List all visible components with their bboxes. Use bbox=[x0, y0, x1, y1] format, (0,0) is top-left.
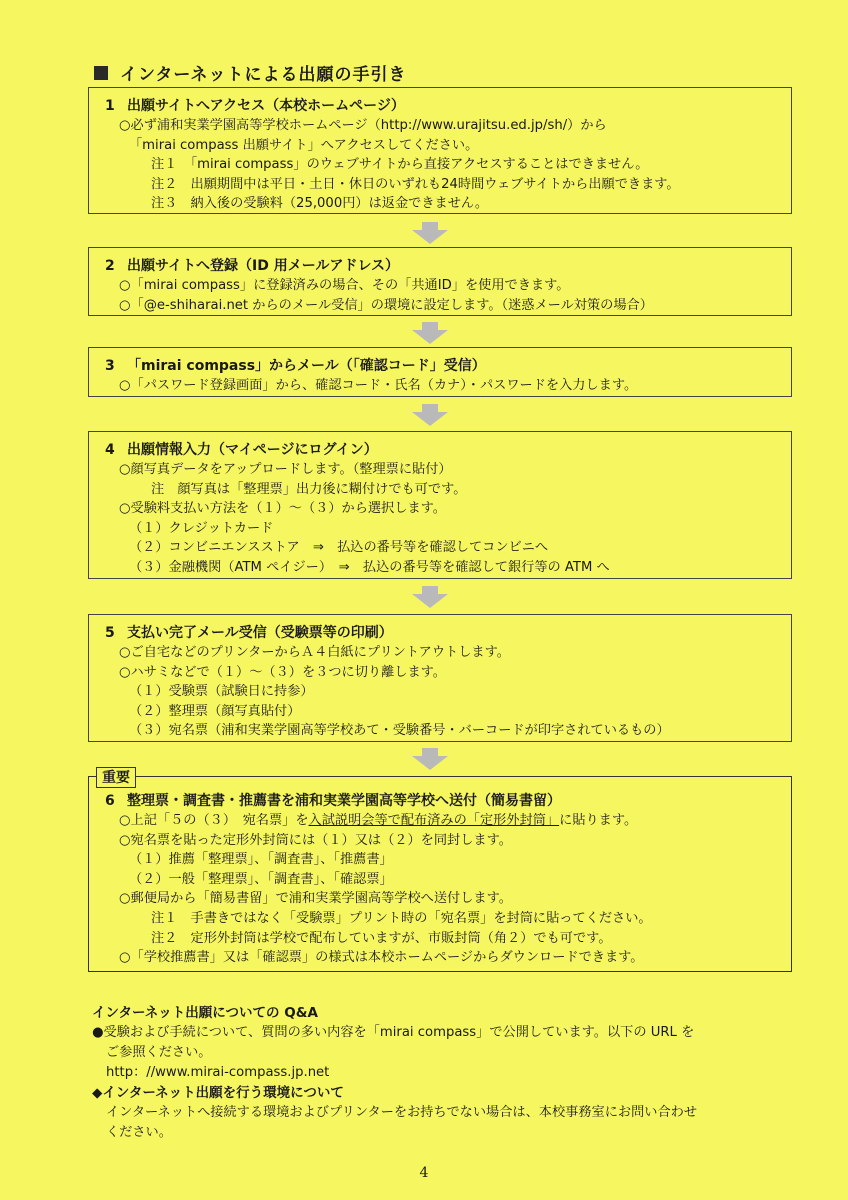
step-2-box bbox=[88, 247, 792, 316]
step-6-note-1: 注１ 手書きではなく「受験票」プリント時の「宛名票」を封筒に貼ってください。 bbox=[151, 910, 652, 926]
step-1-note-2: 注２ 出願期間中は平日・土日・休日のいずれも24時間ウェブサイトから出願できます。 bbox=[151, 176, 680, 192]
step-6-line-3: ○郵便局から「簡易書留」で浦和実業学園高等学校へ送付します。 bbox=[119, 891, 512, 907]
step-6-line-4: ○「学校推薦書」又は「確認票」の様式は本校ホームページからダウンロードできます。 bbox=[119, 950, 644, 966]
step-6-box bbox=[88, 776, 792, 972]
step-2-line-2: ○「@e-shiharai.net からのメール受信」の環境に設定します。（迷惑メール対策の場合） bbox=[119, 297, 653, 313]
qa-bullet: ●受験および手続について、質問の多い内容を「mirai compass」で公開しています。以下の URL を bbox=[92, 1025, 695, 1040]
qa-url-link[interactable]: http：//www.mirai-compass.jp.net bbox=[106, 1065, 330, 1080]
qa-title: インターネット出願についての Q&A bbox=[92, 1005, 318, 1021]
step-1-note-1: 注１ 「mirai compass」のウェブサイトから直接アクセスすることはできません。 bbox=[151, 157, 649, 173]
step-5-option-3: （３）宛名票（浦和実業学園高等学校あて・受験番号・バーコードが印字されているもの） bbox=[129, 723, 670, 739]
step-5-line-2: ○ハサミなどで（１）～（３）を３つに切り離します。 bbox=[119, 664, 446, 680]
step-2-title bbox=[105, 256, 781, 276]
arrow-down-icon bbox=[412, 322, 448, 344]
step-1-number: 1 bbox=[105, 98, 115, 114]
step-6-note-2: 注２ 定形外封筒は学校で配布していますが、市販封筒（角２）でも可です。 bbox=[151, 930, 612, 946]
arrow-down-icon bbox=[412, 222, 448, 244]
step-4-line-1: ○顔写真データをアップロードします。（整理票に貼付） bbox=[119, 462, 452, 477]
step-2-number: 2 bbox=[105, 258, 115, 274]
step-1-note-3: 注３ 納入後の受験料（25,000円）は返金できません。 bbox=[151, 196, 489, 212]
env-text-2: ください。 bbox=[106, 1125, 172, 1140]
heading-square-icon bbox=[94, 66, 108, 80]
arrow-down-icon bbox=[412, 586, 448, 608]
page-heading bbox=[94, 60, 406, 85]
step-3-title-text: 「mirai compass」からメール（「確認コード」受信） bbox=[127, 358, 486, 374]
step-6-number: 6 bbox=[105, 793, 115, 809]
arrow-down-icon bbox=[412, 748, 448, 770]
page-number: 4 bbox=[419, 1165, 429, 1181]
step-6-option-2: （２）一般「整理票」、「調査書」、「確認票」 bbox=[129, 871, 393, 887]
step-4-title bbox=[105, 440, 781, 460]
qa-bullet-cont: ご参照ください。 bbox=[106, 1045, 212, 1060]
step-3-title bbox=[105, 356, 781, 376]
step-1-line-1: ○必ず浦和実業学園高等学校ホームページ（http://www.urajitsu.ed.jp/sh/）から bbox=[119, 118, 607, 133]
step-6-line-1-underlined: 入試説明会等で配布済みの「定形外封筒」 bbox=[308, 813, 560, 828]
step-6-title bbox=[105, 791, 781, 811]
step-4-option-1: （１）クレジットカード bbox=[129, 520, 274, 536]
step-3-box bbox=[88, 347, 792, 397]
step-6-title-text: 整理票・調査書・推薦書を浦和実業学園高等学校へ送付（簡易書留） bbox=[127, 793, 561, 809]
step-4-option-2: （２）コンビニエンスストア ⇒ 払込の番号等を確認してコンビニへ bbox=[129, 540, 549, 556]
important-badge: 重要 bbox=[96, 767, 136, 788]
step-6-option-1: （１）推薦「整理票」、「調査書」、「推薦書」 bbox=[129, 852, 393, 868]
step-4-option-3: （３）金融機関（ATM ペイジー） ⇒ 払込の番号等を確認して銀行等の ATM へ bbox=[129, 559, 610, 575]
step-3-number: 3 bbox=[105, 358, 115, 374]
step-1-title-text: 出願サイトへアクセス（本校ホームページ） bbox=[127, 98, 405, 114]
step-5-title-text: 支払い完了メール受信（受験票等の印刷） bbox=[127, 625, 393, 641]
step-4-box bbox=[88, 431, 792, 579]
heading-text: インターネットによる出願の手引き bbox=[120, 65, 407, 85]
step-5-title bbox=[105, 623, 781, 643]
step-2-line-1: ○「mirai compass」に登録済みの場合、その「共通ID」を使用できます。 bbox=[119, 278, 570, 293]
step-2-title-text: 出願サイトへ登録（ID 用メールアドレス） bbox=[127, 258, 400, 274]
qa-section bbox=[92, 1003, 812, 1143]
step-4-title-text: 出願情報入力（マイページにログイン） bbox=[127, 442, 378, 458]
step-3-line-1: ○「パスワード登録画面」から、確認コード・氏名（カナ）・パスワードを入力します。 bbox=[119, 378, 638, 393]
step-6-line-1 bbox=[101, 811, 781, 831]
step-6-line-2: ○宛名票を貼った定形外封筒には（１）又は（２）を同封します。 bbox=[119, 832, 512, 848]
step-5-box bbox=[88, 614, 792, 742]
step-5-line-1: ○ご自宅などのプリンターからＡ４白紙にプリントアウトします。 bbox=[119, 645, 510, 660]
arrow-down-icon bbox=[412, 404, 448, 426]
step-1-line-2: 「mirai compass 出願サイト」へアクセスしてください。 bbox=[129, 137, 479, 153]
env-text-1: インターネットへ接続する環境およびプリンターをお持ちでない場合は、本校事務室にお問い合わせ bbox=[106, 1105, 698, 1120]
step-5-option-2: （２）整理票（顔写真貼付） bbox=[129, 703, 301, 719]
step-6-line-1-pre: ○上記「５の（３） 宛名票」を bbox=[119, 813, 309, 828]
step-4-number: 4 bbox=[105, 442, 115, 458]
step-1-box bbox=[88, 87, 792, 214]
step-6-line-1-post: に貼ります。 bbox=[559, 813, 638, 828]
step-5-option-1: （１）受験票（試験日に持参） bbox=[129, 684, 314, 700]
step-4-note: 注 顔写真は「整理票」出力後に糊付けでも可です。 bbox=[151, 481, 467, 497]
step-1-title bbox=[105, 96, 781, 116]
env-title: ◆インターネット出願を行う環境について bbox=[92, 1085, 344, 1101]
step-4-line-2: ○受験料支払い方法を（１）～（３）から選択します。 bbox=[119, 501, 446, 517]
step-5-number: 5 bbox=[105, 625, 115, 641]
